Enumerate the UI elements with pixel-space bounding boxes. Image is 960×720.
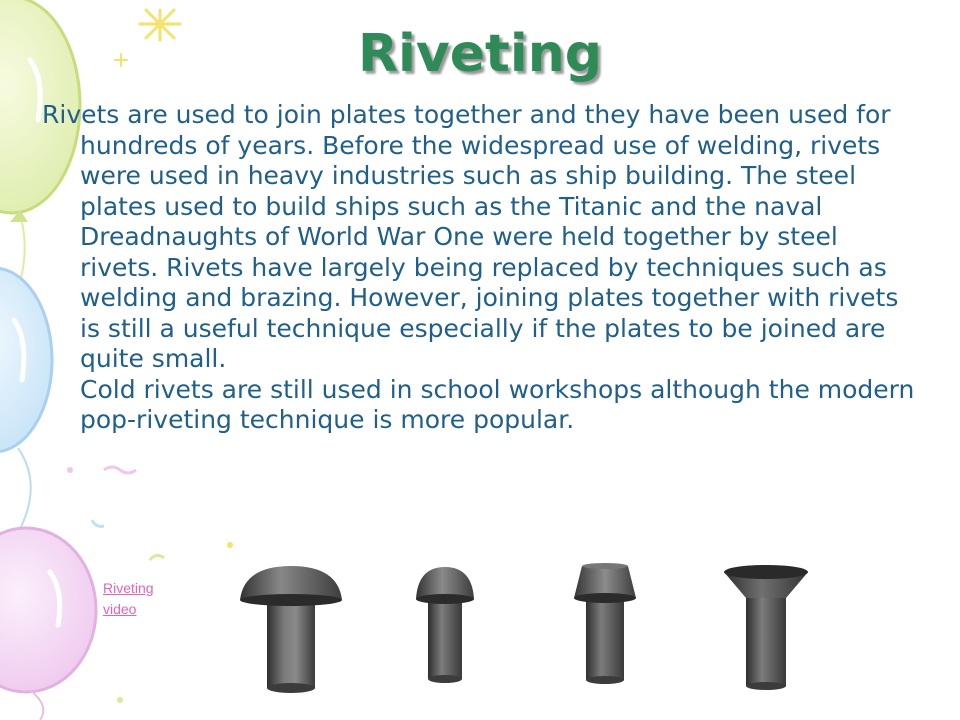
slide-title: Riveting [358, 24, 602, 84]
body-paragraph-history: Rivets are used to join plates together and they have been used for hundreds of years. Before the widespread use of welding, rivets were used in heavy industries such as ship building. The steel plates used to build ships such as the Titanic and the naval Dreadnaughts of World War One were held together by steel rivets. Rivets have largely being replaced by techniques such as welding and brazing. However, joining plates together with rivets is still a useful technique especially if the plates to be joined are quite small. [42, 100, 899, 373]
slide-body-text [42, 100, 922, 436]
flat-head-rivet-image [570, 560, 640, 690]
riveting-video-link[interactable]: Riveting video [103, 580, 154, 617]
round-head-rivet-image [234, 560, 352, 700]
countersunk-rivet-image [720, 562, 812, 694]
small-round-head-rivet-image [412, 563, 478, 689]
body-paragraph-school-workshops: Cold rivets are still used in school workshops although the modern pop-riveting technique is more popular. [80, 374, 915, 434]
